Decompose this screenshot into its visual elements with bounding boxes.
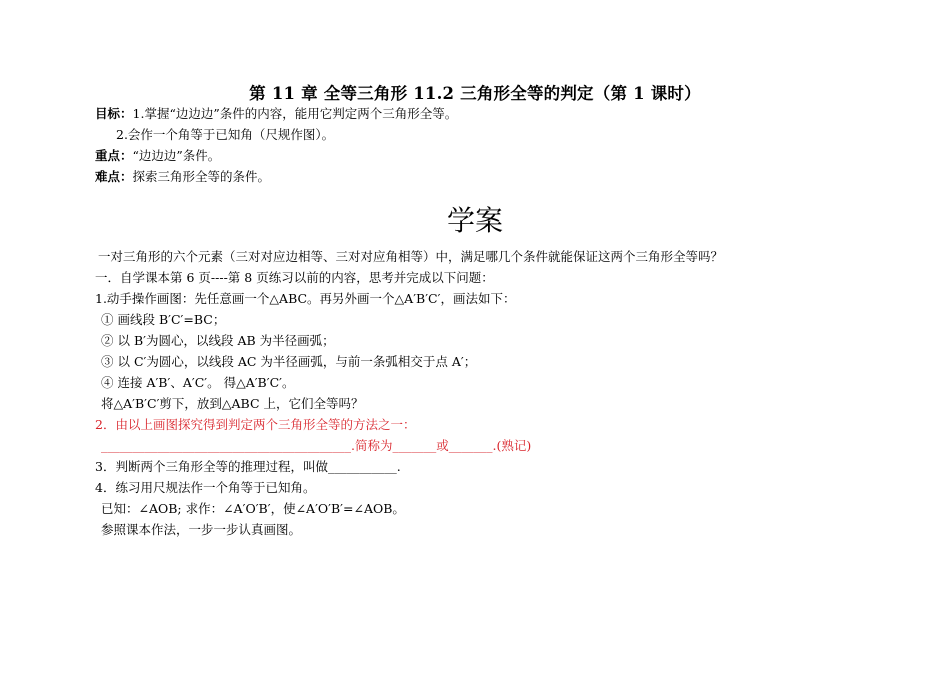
q2-or-label: 或 [436, 438, 449, 453]
difficulty-line [95, 169, 270, 185]
objective-item-2: 2.会作一个角等于已知角（尺规作图）。 [116, 127, 335, 142]
q2-blank-a: _______ [392, 438, 437, 453]
key-point-text: “边边边”条件。 [132, 148, 221, 163]
key-point-label: 重点： [95, 148, 133, 163]
q2-memo: .(熟记) [492, 438, 532, 453]
q2-abbr-label: .简称为 [351, 438, 393, 453]
step-3: ③ 以 C′为圆心，以线段 AC 为半径画弧，与前一条弧相交于点 A′； [101, 354, 477, 369]
step-note: 将△A′B′C′剪下，放到△ABC 上，它们全等吗？ [101, 396, 364, 411]
key-point-line [95, 148, 220, 164]
step-1: ① 画线段 B′C′=BC； [101, 312, 226, 327]
intro-text: 一对三角形的六个元素（三对对应边相等、三对对应角相等）中，满足哪几个条件就能保证这两个三角形全等吗？ [98, 249, 724, 264]
q3-blank: ___________ [327, 459, 397, 474]
section-heading: 学案 [446, 204, 503, 237]
q3-end: . [396, 459, 401, 474]
q3-text: 3．判断两个三角形全等的推理过程，叫做 [95, 459, 328, 474]
step-4: ④ 连接 A′B′、A′C′。 得△A′B′C′。 [101, 375, 295, 390]
given-and-construct: 已知：∠AOB; 求作：∠A′O′B′，使∠A′O′B′=∠AOB。 [101, 501, 405, 516]
q2-blank-main: ________________________________________ [101, 438, 351, 453]
question-4: 4．练习用尺规法作一个角等于已知角。 [95, 480, 316, 495]
reference-note: 参照课本作法，一步一步认真画图。 [101, 522, 302, 537]
question-1: 1.动手操作画图：先任意画一个△ABC。再另外画一个△A′B′C′，画法如下： [95, 291, 516, 306]
objective-item-1: 1.掌握“边边边”条件的内容，能用它判定两个三角形全等。 [132, 106, 458, 121]
page-title: 第 11 章 全等三角形 11.2 三角形全等的判定（第 1 课时） [249, 84, 701, 103]
question-2: 2．由以上画图探究得到判定两个三角形全等的方法之一： [95, 417, 416, 432]
difficulty-text: 探索三角形全等的条件。 [132, 169, 271, 184]
difficulty-label: 难点： [95, 169, 133, 184]
step-2: ② 以 B′为圆心，以线段 AB 为半径画弧； [101, 333, 335, 348]
objectives-line-1 [95, 106, 457, 122]
question-2-fill-line [101, 438, 531, 454]
objectives-label: 目标： [95, 106, 133, 121]
q2-blank-b: _______ [448, 438, 493, 453]
part-one-heading: 一．自学课本第 6 页----第 8 页练习以前的内容，思考并完成以下问题： [95, 270, 494, 285]
question-3 [95, 459, 401, 475]
